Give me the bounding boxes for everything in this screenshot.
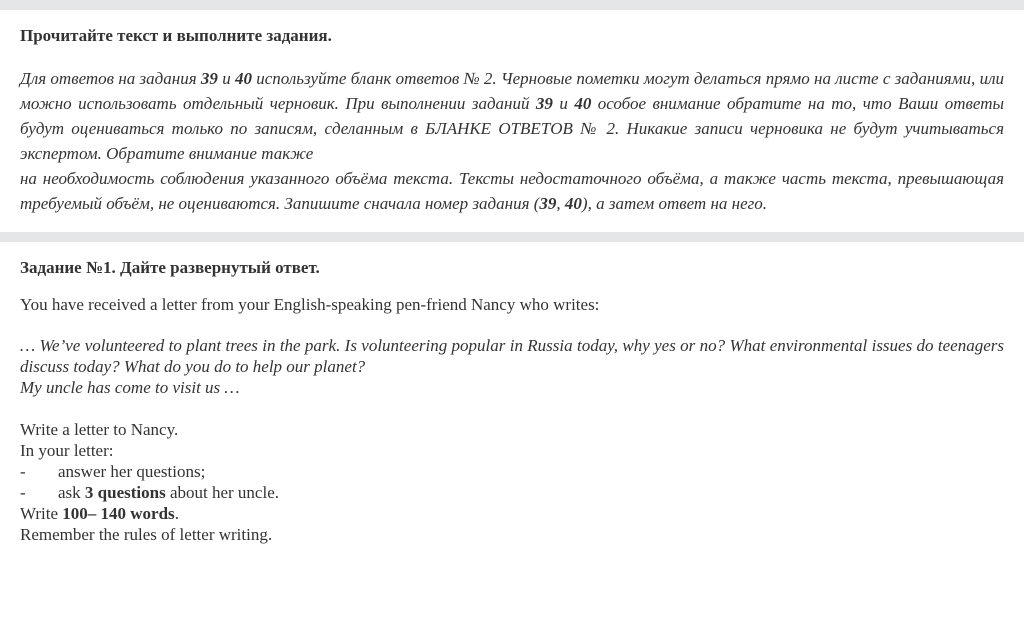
- bullet-dash: -: [20, 483, 26, 502]
- bullet-dash: -: [20, 462, 26, 481]
- bullet-text: ask 3 questions about her uncle.: [58, 483, 279, 502]
- write-to-line: Write a letter to Nancy.: [20, 420, 179, 439]
- top-divider-bar: [0, 0, 1024, 10]
- remember-line: Remember the rules of letter writing.: [20, 525, 273, 544]
- list-item: [20, 461, 1004, 482]
- task-intro: You have received a letter from your English-speaking pen-friend Nancy who writes:: [20, 295, 600, 314]
- letter-excerpt: … We’ve volunteered to plant trees in the park. Is volunteering popular in Russia today, why yes or no? What environmental issues do teenagers discuss today? What do you do to help our planet?: [20, 336, 1004, 376]
- bullet-text: answer her questions;: [58, 462, 206, 481]
- task-block: [0, 242, 1024, 545]
- section-divider-bar: [0, 232, 1024, 242]
- task-heading: Задание №1. Дайте развернутый ответ.: [20, 258, 320, 277]
- list-item: [20, 482, 1004, 503]
- letter-excerpt-end: My uncle has come to visit us …: [20, 378, 240, 397]
- word-count-line: Write 100– 140 words.: [20, 504, 179, 523]
- in-your-letter-line: In your letter:: [20, 441, 114, 460]
- instructions-block: [0, 10, 1024, 232]
- instructions-heading: Прочитайте текст и выполните задания.: [20, 26, 332, 45]
- instructions-text: Для ответов на задания 39 и 40 используйте бланк ответов № 2. Черновые пометки могут делаться прямо на листе с заданиями, или можно использовать отдельный черновик. При выполнении заданий 39 и 40 особое внимание обратите на то, что Ваши ответы будут оцениваться только по записям, сделанным в БЛАНКЕ ОТВЕТОВ № 2. Никакие записи черновика не будут учитываться экспертом. Обратите внимание также на необходимость соблюдения указанного объёма текста. Тексты недостаточного объёма, а также часть текста, превышающая требуемый объём, не оцениваются. Запишите сначала номер задания (39, 40), а затем ответ на него.: [20, 69, 1005, 213]
